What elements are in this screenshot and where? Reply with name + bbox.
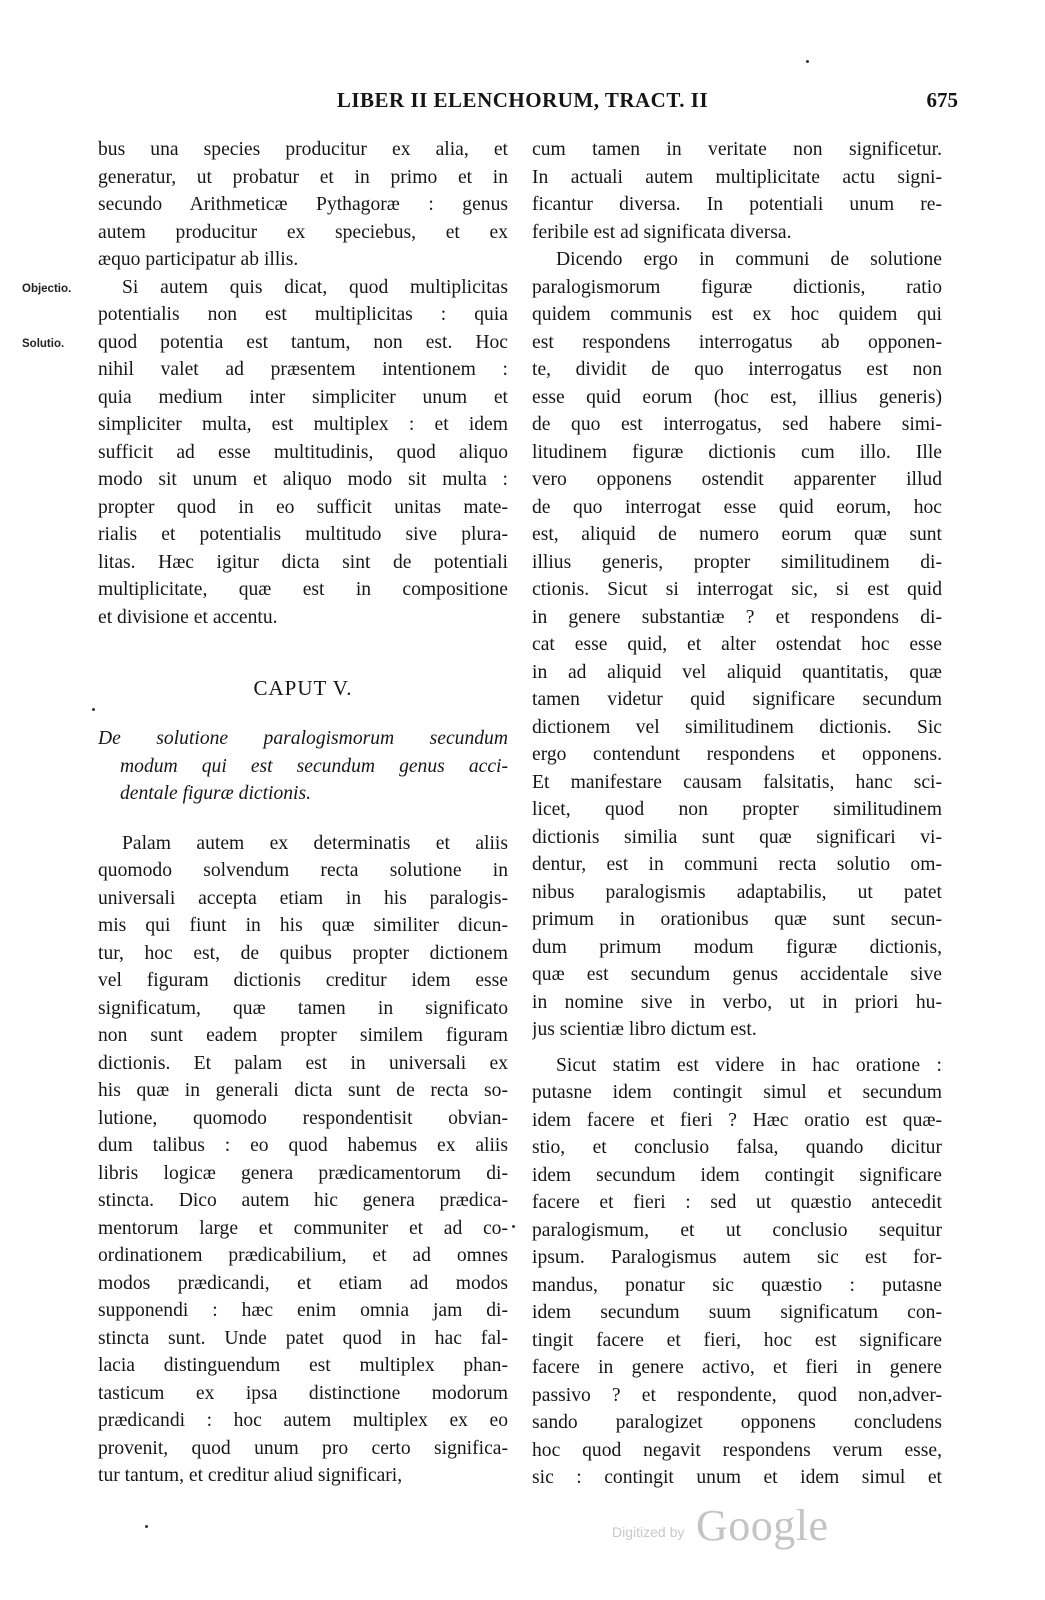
text-line: ctionis. Sicut si interrogat sic, si est quid — [532, 579, 942, 600]
digitized-by-google-watermark — [612, 1500, 862, 1550]
right-paragraph-1 — [532, 136, 942, 246]
left-paragraph-3 — [98, 830, 508, 1490]
left-paragraph-2 — [98, 274, 508, 632]
page-number: 675 — [926, 88, 958, 112]
text-line: quod potentia est tantum, non est. Hoc — [98, 331, 508, 353]
scan-speck — [92, 708, 95, 711]
text-line: cum tamen in veritate non significetur. — [532, 139, 942, 160]
text-line: his quæ in generali dicta sunt de recta so- — [98, 1080, 508, 1101]
text-line: idem secundum idem contingit significare — [532, 1164, 942, 1186]
text-line: universali accepta etiam in his paralogis- — [98, 887, 508, 909]
text-line: ordinationem prædicabilium, et ad omnes — [98, 1245, 508, 1266]
text-line: sando paralogizet opponens concludens — [532, 1412, 942, 1433]
text-line: dictionem vel similitudinem dictionis. Sic — [532, 716, 942, 738]
text-line: de quo interrogat esse quid eorum, hoc — [532, 496, 942, 518]
scan-speck — [145, 1525, 148, 1528]
text-line: tur, hoc est, de quibus propter dictionem — [98, 942, 508, 964]
watermark-small-text: Digitized by — [612, 1524, 685, 1540]
text-line: non sunt eadem propter similem figuram — [98, 1025, 508, 1046]
left-paragraph-1 — [98, 136, 508, 274]
text-line: multiplicitate, quæ est in compositione — [98, 579, 508, 600]
text-line: dentale figuræ dictionis. — [120, 783, 312, 804]
text-line: mandus, ponatur sic quæstio : putasne — [532, 1274, 942, 1296]
text-line: facere et fieri : sed ut quæstio antecedit — [532, 1192, 942, 1213]
text-line: putasne idem contingit simul et secundum — [532, 1082, 942, 1103]
text-line: quæ est secundum genus accidentale sive — [532, 964, 942, 985]
text-line: te, dividit de quo interrogatus est non — [532, 359, 942, 380]
text-line: simpliciter multa, est multiplex : et idem — [98, 414, 508, 435]
text-line: quomodo solvendum recta solutione in — [98, 860, 508, 881]
margin-note-solutio: Solutio. — [22, 338, 65, 350]
text-line: modos prædicandi, et etiam ad modos — [98, 1272, 508, 1294]
text-line: significatum, quæ tamen in significato — [98, 997, 508, 1019]
text-line: propter quod in eo sufficit unitas mate- — [98, 496, 508, 518]
text-line: De solutione paralogismorum secundum — [98, 728, 508, 749]
margin-note-objectio: Objectio. — [22, 283, 72, 295]
right-paragraph-2 — [532, 246, 942, 1044]
text-line: vero opponens ostendit apparenter illud — [532, 469, 942, 490]
text-line: de quo est interrogatus, sed habere simi- — [532, 414, 942, 435]
google-logo: Google — [696, 1501, 829, 1550]
left-column — [98, 136, 508, 1490]
text-line: primum in orationibus quæ sunt secun- — [532, 909, 942, 930]
text-line: tur tantum, et creditur aliud significari, — [98, 1465, 403, 1486]
text-line: feribile est ad significata diversa. — [532, 221, 792, 243]
text-line: secundo Arithmeticæ Pythagoræ : genus — [98, 194, 508, 215]
text-line: modum qui est secundum genus acci- — [120, 755, 508, 777]
scan-speck — [512, 1225, 515, 1228]
text-line: in genere substantiæ ? et respondens di- — [532, 606, 942, 628]
text-line: jus scientiæ libro dictum est. — [532, 1019, 757, 1040]
text-line: est, aliquid de numero eorum quæ sunt — [532, 524, 942, 545]
text-line: idem facere et fieri ? Hæc oratio est quæ- — [532, 1109, 942, 1131]
text-line: quia medium inter simpliciter unum et — [98, 386, 508, 408]
running-title: LIBER II ELENCHORUM, TRACT. II — [336, 88, 709, 112]
chapter-title: CAPUT V. — [253, 676, 353, 700]
text-line: mis qui fiunt in his quæ similiter dicun- — [98, 915, 508, 936]
text-line: paralogismum, et ut conclusio sequitur — [532, 1219, 942, 1241]
right-column — [532, 136, 942, 1492]
text-line: litas. Hæc igitur dicta sint de potentiali — [98, 551, 508, 573]
text-line: tamen videtur quid significare secundum — [532, 689, 942, 710]
text-line: sufficit ad esse multitudinis, quod aliquo — [98, 441, 508, 463]
text-line: dictionis similia sunt quæ significari vi- — [532, 826, 942, 848]
text-line: Dicendo ergo in communi de solutione — [556, 249, 942, 270]
text-line: nibus paralogismis adaptabilis, ut patet — [532, 881, 942, 903]
text-line: Et manifestare causam falsitatis, hanc sci- — [532, 771, 942, 793]
text-line: et divisione et accentu. — [98, 606, 278, 628]
text-line: nihil valet ad præsentem intentionem : — [98, 359, 508, 380]
text-line: est respondens interrogatus ab opponen- — [532, 331, 942, 353]
text-line: dentur, est in communi recta solutio om- — [532, 854, 942, 875]
text-line: idem secundum suum significatum con- — [532, 1302, 942, 1323]
text-line: dictionis. Et palam est in universali ex — [98, 1052, 508, 1074]
text-line: lutione, quomodo respondentisit obvian- — [98, 1107, 508, 1129]
text-line: stincta sunt. Unde patet quod in hac fal- — [98, 1327, 508, 1349]
text-line: in ad aliquid vel aliquid quantitatis, quæ — [532, 661, 942, 683]
page-header — [0, 88, 1045, 118]
text-line: quidem communis est ex hoc quidem qui — [532, 304, 942, 325]
text-line: stincta. Dico autem hic genera prædica- — [98, 1190, 508, 1211]
text-line: ergo contendunt respondens et opponens. — [532, 744, 942, 765]
text-line: sic : contingit unum et idem simul et — [532, 1467, 942, 1488]
text-line: Si autem quis dicat, quod multiplicitas — [122, 276, 508, 298]
text-line: tasticum ex ipsa distinctione modorum — [98, 1382, 508, 1404]
right-paragraph-3 — [532, 1052, 942, 1492]
text-line: Sicut statim est videre in hac oratione : — [556, 1054, 942, 1076]
text-line: libris logicæ genera prædicamentorum di- — [98, 1162, 508, 1184]
text-line: litudinem figuræ dictionis cum illo. Ille — [532, 441, 942, 463]
text-line: provenit, quod unum pro certo significa- — [98, 1437, 508, 1459]
text-line: stio, et conclusio falsa, quando dicitur — [532, 1137, 942, 1158]
text-line: rialis et potentialis multitudo sive plura- — [98, 524, 508, 545]
chapter-summary — [98, 725, 508, 808]
text-line: vel figuram dictionis creditur idem esse — [98, 970, 508, 991]
text-line: dum primum modum figuræ dictionis, — [532, 936, 942, 958]
text-line: hoc quod negavit respondens verum esse, — [532, 1439, 942, 1461]
text-line: esse quid eorum (hoc est, illius generis) — [532, 386, 942, 408]
text-line: In actuali autem multiplicitate actu signi- — [532, 166, 942, 188]
text-line: tingit facere et fieri, hoc est significare — [532, 1329, 942, 1351]
text-line: paralogismorum figuræ dictionis, ratio — [532, 276, 942, 298]
text-line: bus una species producitur ex alia, et — [98, 139, 508, 160]
text-line: lacia distinguendum est multiplex phan- — [98, 1355, 508, 1376]
text-line: prædicandi : hoc autem multiplex ex eo — [98, 1410, 508, 1431]
text-line: licet, quod non propter similitudinem — [532, 799, 942, 820]
text-line: illius generis, propter similitudinem di- — [532, 551, 942, 573]
text-line: autem producitur ex speciebus, et ex — [98, 221, 508, 243]
text-line: potentialis non est multiplicitas : quia — [98, 304, 508, 325]
text-line: dum talibus : eo quod habemus ex aliis — [98, 1135, 508, 1156]
text-line: modo sit unum et aliquo modo sit multa : — [98, 469, 508, 490]
text-line: mentorum large et communiter et ad co- — [98, 1217, 508, 1239]
scan-speck — [806, 60, 809, 63]
text-line: ficantur diversa. In potentiali unum re- — [532, 194, 942, 215]
text-line: æquo participatur ab illis. — [98, 249, 299, 270]
text-line: supponendi : hæc enim omnia jam di- — [98, 1300, 508, 1321]
text-line: Palam autem ex determinatis et aliis — [122, 832, 508, 854]
text-line: generatur, ut probatur et in primo et in — [98, 166, 508, 188]
text-line: cat esse quid, et alter ostendat hoc esse — [532, 634, 942, 655]
text-line: ipsum. Paralogismus autem sic est for- — [532, 1247, 942, 1268]
text-line: passivo ? et respondente, quod non,adver- — [532, 1384, 942, 1406]
text-line: in nomine sive in verbo, ut in priori hu- — [532, 991, 942, 1013]
text-line: facere in genere activo, et fieri in genere — [532, 1357, 942, 1378]
